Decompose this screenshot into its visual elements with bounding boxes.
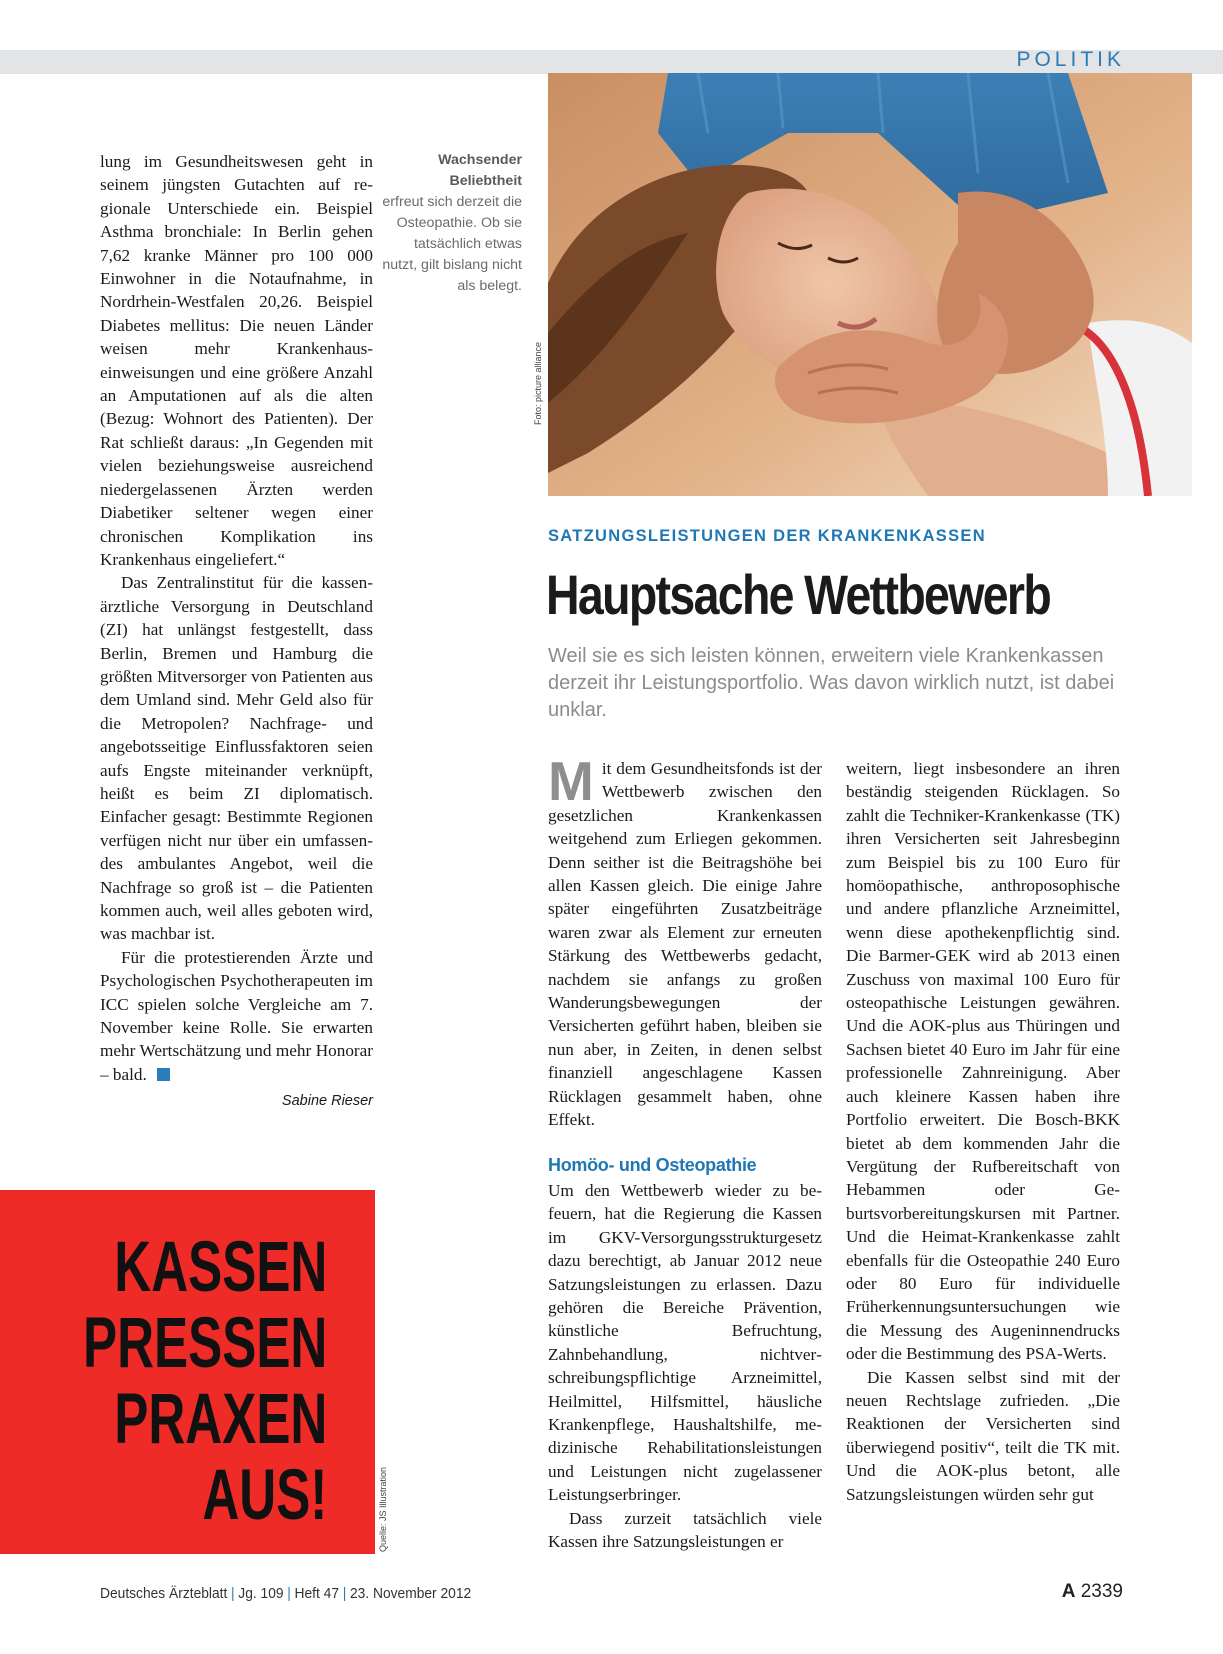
issue-date: 23. November 2012 bbox=[349, 1585, 472, 1602]
poster-line: KASSEN bbox=[113, 1228, 328, 1307]
author-byline: Sabine Rieser bbox=[281, 1093, 373, 1110]
poster-illustration bbox=[0, 1190, 375, 1554]
poster-credit: Quelle: JS Illustration bbox=[378, 1466, 388, 1552]
left-paragraph-2: Das Zentralinstitut für die kassenärztliche Versorgung in Deutschland (ZI) hat unlängst festgestellt, dass Berlin, Bremen und Hamburg die größten Mitversorger von Patienten aus dem Umland sind. Mehr Geld also für die Metropolen? Nachfrage- und angebotsseitige Einflussfaktoren seien aufs Engste miteinander verknüpft, heißt es beim ZI diplomatisch. Einfacher gesagt: Bestimmte Regionen verfügen nicht nur über ein umfassendes ambulantes Angebot, weil die Nachfrage so groß ist – die Patienten kommen auch, weil alles geboten wird, was machbar ist. bbox=[100, 573, 373, 944]
caption-title: Wachsender Beliebtheit bbox=[438, 152, 522, 189]
article-headline: Hauptsache Wettbewerb bbox=[546, 563, 1051, 626]
poster-line: AUS! bbox=[202, 1456, 327, 1535]
intro-paragraph bbox=[548, 750, 822, 1132]
journal-volume: Jg. 109 bbox=[238, 1585, 284, 1602]
poster-text bbox=[83, 1230, 327, 1534]
section-label: POLITIK bbox=[1016, 48, 1125, 71]
photo-credit: Foto: picture alliance bbox=[533, 341, 543, 425]
journal-name: Deutsches Ärzteblatt bbox=[100, 1585, 228, 1602]
page-prefix: A bbox=[1061, 1581, 1076, 1602]
subheading: Homöo- und Osteopathie bbox=[548, 1154, 757, 1175]
footer-separator: | bbox=[231, 1585, 235, 1602]
dropcap: M bbox=[548, 750, 594, 812]
right-paragraph-2: Die Kassen selbst sind mit der neuen Rechtslage zufrieden. „Die Reaktionen der Versicherten sind überwiegend positiv“, teilt die TK mit. Und die AOK-plus betont, alle Satzungsleistungen würden sehr gut bbox=[846, 1367, 1120, 1504]
middle-column bbox=[548, 750, 822, 1553]
left-column bbox=[100, 150, 373, 1114]
page-footer bbox=[100, 1585, 471, 1602]
end-mark-icon bbox=[157, 1068, 170, 1081]
page-number-value: 2339 bbox=[1080, 1581, 1123, 1602]
footer-separator: | bbox=[342, 1585, 347, 1602]
caption-text: erfreut sich derzeit die Osteopathie. Ob sie tatsächlich etwas nutzt, gilt bislang nicht als belegt. bbox=[382, 194, 522, 294]
left-paragraph-1: lung im Gesundheitswesen geht in seinem jüngsten Gutachten auf regionale Unterschiede ein. Beispiel Asthma bronchiale: In Berlin gehen 7,62 kranke Männer pro 100 000 Einwohner in die Notaufnahme, in Nordrhein-Westfalen 20,26. Beispiel Diabetes mellitus: Die neuen Länder weisen mehr Krankenhauseinweisungen und eine größere Anzahl an Amputationen auf als die alten (Bezug: Wohnort des Patienten). Der Rat schließt daraus: „In Gegenden mit vielen beziehungsweise ausreichend niedergelassenen Ärzten werden Diabetiker seltener wegen einer chronischen Komplikation ins Krankenhaus eingeliefert.“ bbox=[100, 152, 373, 569]
article-deck: Weil sie es sich leisten können, erweitern viele Krankenkassen derzeit ihr Leistungsportfolio. Was davon wirklich nutzt, ist dabei unklar. bbox=[548, 645, 1115, 721]
middle-paragraph-1: Um den Wettbewerb wieder zu befeuern, hat die Regierung die Kassen im GKV-Versorgungsstrukturgesetz dazu berechtigt, ab Januar 2012 neue Satzungsleistungen zu erlassen. Dazu gehören die Bereiche Prävention, künstliche Befruchtung, Zahnbehandlung, nichtverschreibungspflichtige Arzneimittel, Heilmittel, Hilfsmittel, häusliche Krankenpflege, Haushaltshilfe, medizinische Rehabilitationsleistungen und Leistungen nicht zugelassener Leistungserbringer. bbox=[548, 1180, 822, 1505]
article-kicker: SATZUNGSLEISTUNGEN DER KRANKENKASSEN bbox=[548, 527, 986, 545]
footer-separator: | bbox=[287, 1585, 291, 1602]
middle-paragraph-2: Dass zurzeit tatsächlich viele Kassen ihre Satzungsleistungen er bbox=[548, 1508, 822, 1551]
right-paragraph-1: weitern, liegt insbesondere an ihren beständig steigenden Rücklagen. So zahlt die Techniker-Krankenkasse (TK) ihren Versicherten seit Jahresbeginn zum Beispiel bis zu 100 Euro für homöopathische, anthroposophische und andere pflanzliche Arzneimittel, wenn diese apothekenpflichtig sind. Die Barmer-GEK wird ab 2013 einen Zuschuss von maximal 100 Euro für osteopathische Leistungen gewähren. Und die AOK-plus aus Thüringen und Sachsen bietet 40 Euro im Jahr für eine professionelle Zahnreinigung. Aber auch kleinere Kassen haben ihre Portfolio erweitert. Die Bosch-BKK bietet ab dem kommenden Jahr die Vergütung der Rufbereitschaft von Hebammen oder Geburtsvorbereitungskursen mit Partner. Und die Heimat-Krankenkasse zahlt ebenfalls für die Osteopathie 240 Euro oder 80 Euro für individuelle Früherkennungsuntersuchungen wie die Messung des Augeninnendrucks oder die Bestimmung des PSA-Werts. bbox=[846, 759, 1120, 1364]
osteopathy-photo-illustration bbox=[548, 73, 1192, 496]
right-column bbox=[846, 757, 1120, 1506]
left-paragraph-3-text: Für die protestierenden Ärzte und Psychologischen Psychotherapeuten im ICC spielen solche Vergleiche am 7. November keine Rolle. Sie erwarten mehr Wertschätzung und mehr Honorar – bald. bbox=[100, 947, 373, 1084]
poster-line: PRAXEN bbox=[113, 1380, 328, 1459]
left-paragraph-3 bbox=[100, 946, 373, 1086]
intro-text: it dem Gesundheitsfonds ist der Wettbewerb zwischen den gesetzlichen Krankenkassen weitgehend zum Erliegen gekommen. Denn seither ist die Beitragshöhe bei allen Kassen gleich. Die einige Jahre später eingeführten Zusatzbeiträge waren zwar als Element zur erneuten Stärkung des Wettbewerbs gedacht, nachdem sie anfangs zu großen Wanderungsbewegungen der Versicherten geführt haben, bleiben sie nun aber, in Zeiten, in denen selbst finanziell angeschlagene Kassen Rücklagen gesammelt haben, ohne Effekt. bbox=[548, 759, 822, 1130]
article-photo bbox=[548, 73, 1192, 496]
photo-caption bbox=[380, 150, 522, 297]
poster-line: PRESSEN bbox=[82, 1304, 327, 1383]
journal-issue: Heft 47 bbox=[294, 1585, 340, 1602]
page-number bbox=[1062, 1581, 1123, 1603]
